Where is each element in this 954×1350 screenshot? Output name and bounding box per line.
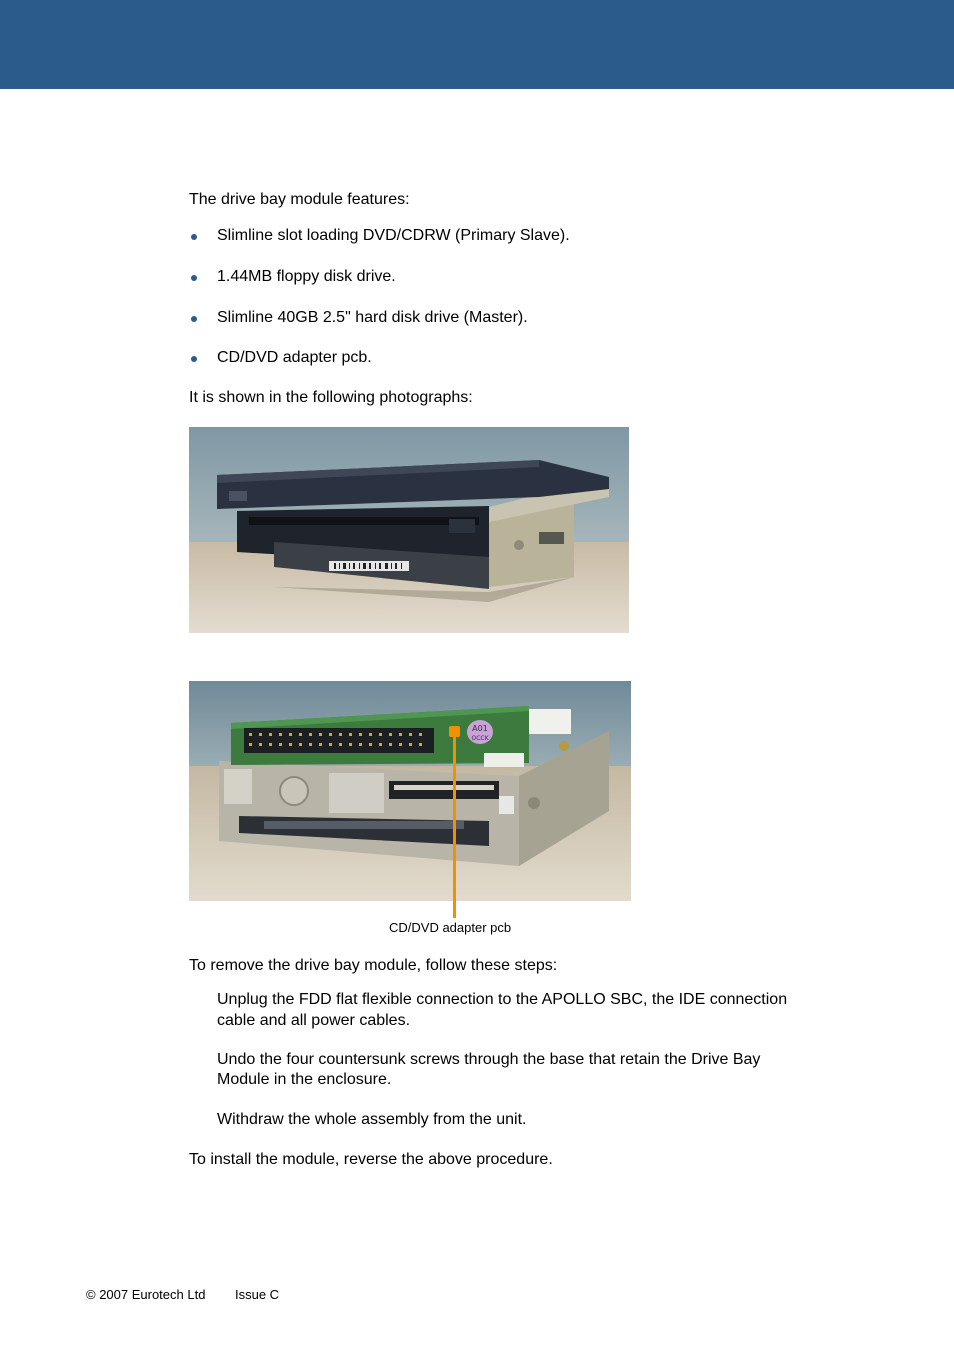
photos-intro: It is shown in the following photographs:	[189, 389, 473, 406]
bullet-icon	[191, 356, 197, 362]
drive-bay-rear-photo	[189, 681, 631, 901]
bullet-icon	[191, 234, 197, 240]
footer-issue: Issue C	[235, 1287, 280, 1302]
step-line: Withdraw the whole assembly from the unit.	[217, 1111, 527, 1128]
feature-item: 1.44MB floppy disk drive.	[217, 268, 396, 285]
bullet-icon	[191, 275, 197, 281]
features-intro: The drive bay module features:	[189, 191, 410, 208]
feature-item: CD/DVD adapter pcb.	[217, 349, 372, 366]
step-line: Undo the four countersunk screws through the base that retain the Drive Bay	[217, 1051, 761, 1068]
callout-line	[453, 733, 456, 918]
feature-item: Slimline slot loading DVD/CDRW (Primary Slave).	[217, 227, 570, 244]
removal-intro: To remove the drive bay module, follow these steps:	[189, 957, 558, 974]
step-line: Unplug the FDD flat flexible connection to the APOLLO SBC, the IDE connection	[217, 991, 788, 1008]
footer-copyright: © 2007 Eurotech Ltd	[86, 1287, 206, 1302]
pcb-marking-top: A01	[472, 724, 488, 733]
install-note: To install the module, reverse the above procedure.	[189, 1151, 553, 1168]
feature-item: Slimline 40GB 2.5" hard disk drive (Master).	[217, 309, 528, 326]
step-line: Module in the enclosure.	[217, 1071, 392, 1088]
photo-caption: CD/DVD adapter pcb	[389, 920, 512, 935]
step-line: cable and all power cables.	[217, 1012, 411, 1029]
drive-bay-front-photo	[189, 427, 629, 633]
bullet-icon	[191, 316, 197, 322]
pcb-marking-bottom: OCCK	[471, 735, 489, 742]
header-band	[0, 0, 954, 89]
